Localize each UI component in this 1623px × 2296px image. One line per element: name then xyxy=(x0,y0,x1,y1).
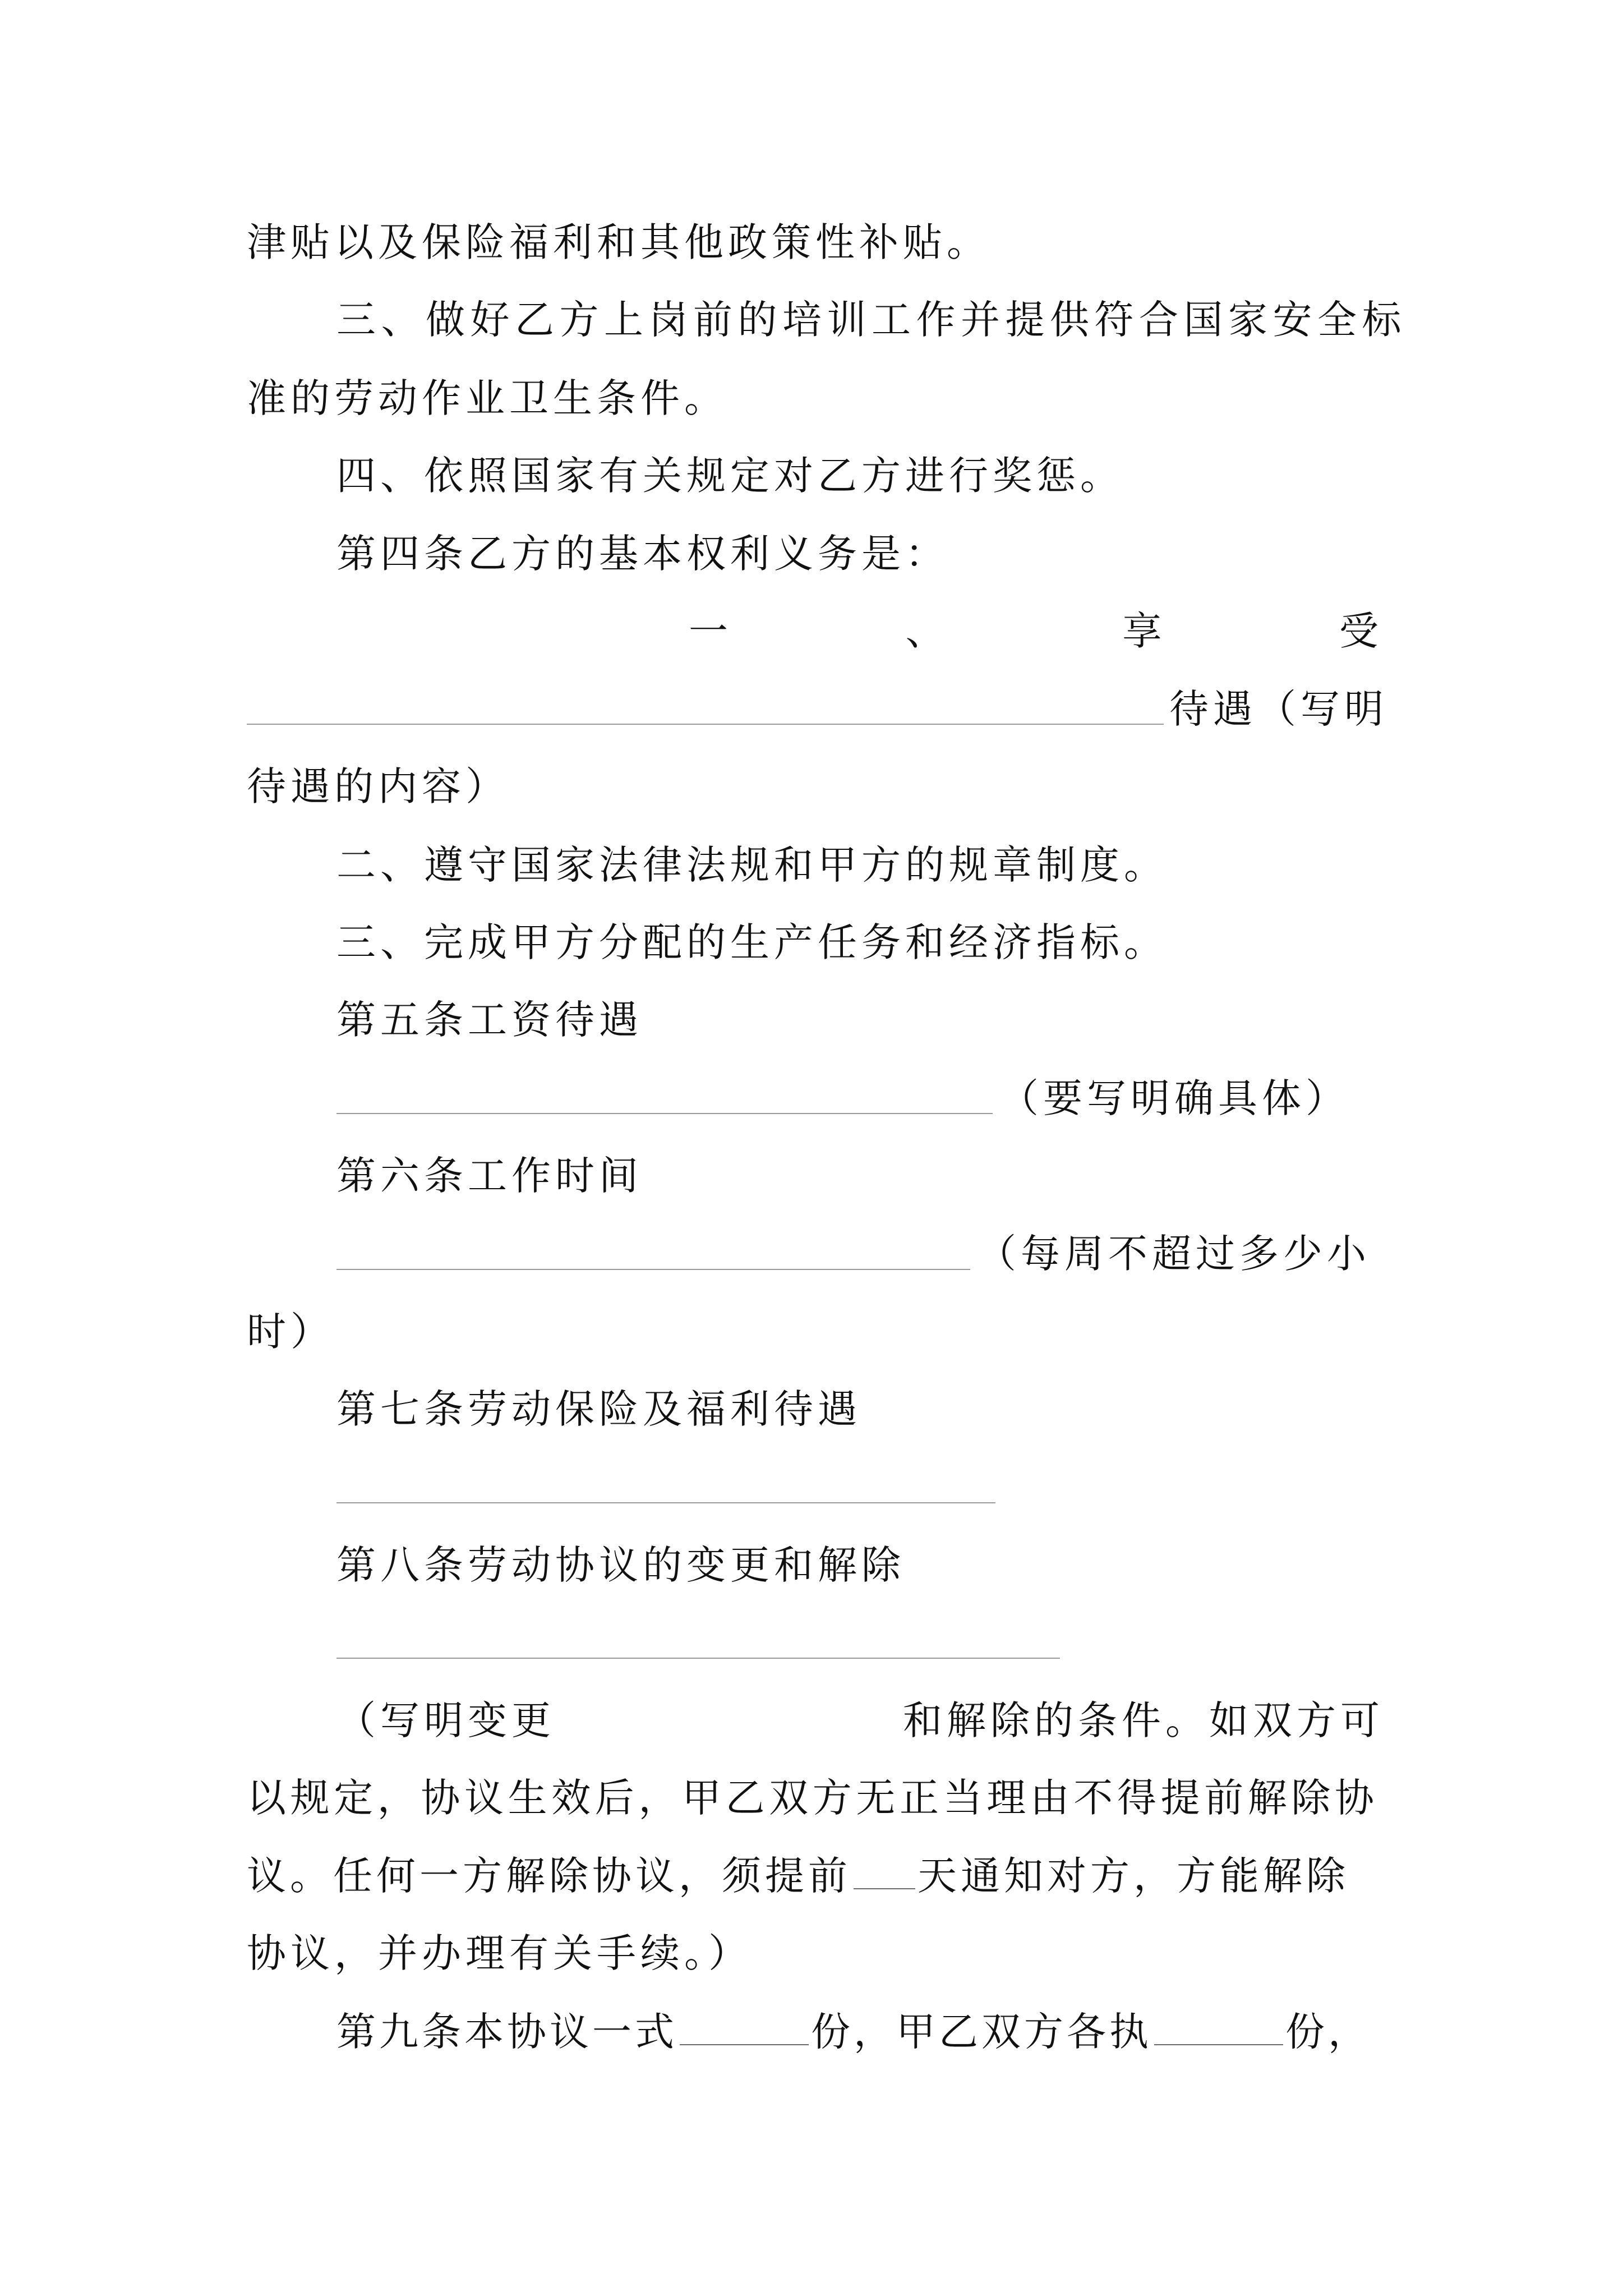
text-line: 津贴以及保险福利和其他政策性补贴。 xyxy=(247,219,990,265)
fill-in-line[interactable] xyxy=(336,1113,993,1114)
char: 享 xyxy=(1122,608,1162,654)
text-line: 以规定，协议生效后，甲乙双方无正当理由不得提前解除协 xyxy=(247,1775,1378,1821)
fill-in-line[interactable] xyxy=(336,1502,995,1503)
char: 、 xyxy=(905,608,945,654)
text-line: 准的劳动作业卫生条件。 xyxy=(247,375,728,421)
article-7-heading: 第七条劳动保险及福利待遇 xyxy=(336,1386,861,1432)
text-line: 和解除的条件。如双方可 xyxy=(903,1697,1384,1743)
text-line: 时） xyxy=(247,1309,334,1355)
text-line: 待遇（写明 xyxy=(1169,686,1388,732)
text-segment: 份， xyxy=(1285,2009,1371,2055)
char: 受 xyxy=(1339,608,1378,654)
text-segment: 议。任何一方解除协议，须提前 xyxy=(247,1853,851,1899)
article-6-heading: 第六条工作时间 xyxy=(336,1153,643,1199)
fill-in-blank[interactable] xyxy=(680,2010,809,2045)
article-5-heading: 第五条工资待遇 xyxy=(336,997,643,1043)
text-segment: 份，甲乙双方各执 xyxy=(811,2009,1152,2055)
text-line: 三、做好乙方上岗前的培训工作并提供符合国家安全标 xyxy=(336,297,1407,343)
text-line: （写明变更 xyxy=(336,1697,555,1743)
fill-in-blank[interactable] xyxy=(854,1855,915,1889)
text-line: （每周不超过多少小 xyxy=(977,1231,1371,1277)
spaced-line xyxy=(689,608,1378,655)
text-line: （要写明确具体） xyxy=(999,1075,1349,1121)
fill-in-line[interactable] xyxy=(247,724,1164,725)
fill-in-line[interactable] xyxy=(336,1269,970,1270)
text-line: 待遇的内容） xyxy=(247,763,509,809)
char: 一 xyxy=(689,608,728,654)
text-line xyxy=(247,1852,1349,1899)
fill-in-line[interactable] xyxy=(336,1658,1060,1659)
text-segment: 第九条本协议一式 xyxy=(336,2009,677,2055)
text-line: 四、依照国家有关规定对乙方进行奖惩。 xyxy=(336,453,1124,499)
text-line: 协议，并办理有关手续。） xyxy=(247,1930,752,1976)
text-segment: 天通知对方，方能解除 xyxy=(917,1853,1349,1899)
text-line: 三、完成甲方分配的生产任务和经济指标。 xyxy=(336,919,1168,965)
fill-in-blank[interactable] xyxy=(1154,2010,1283,2045)
article-8-heading: 第八条劳动协议的变更和解除 xyxy=(336,1542,905,1588)
article-4-heading: 第四条乙方的基本权利义务是： xyxy=(336,531,949,577)
article-9-line xyxy=(336,2008,1371,2055)
text-line: 二、遵守国家法律法规和甲方的规章制度。 xyxy=(336,842,1168,888)
